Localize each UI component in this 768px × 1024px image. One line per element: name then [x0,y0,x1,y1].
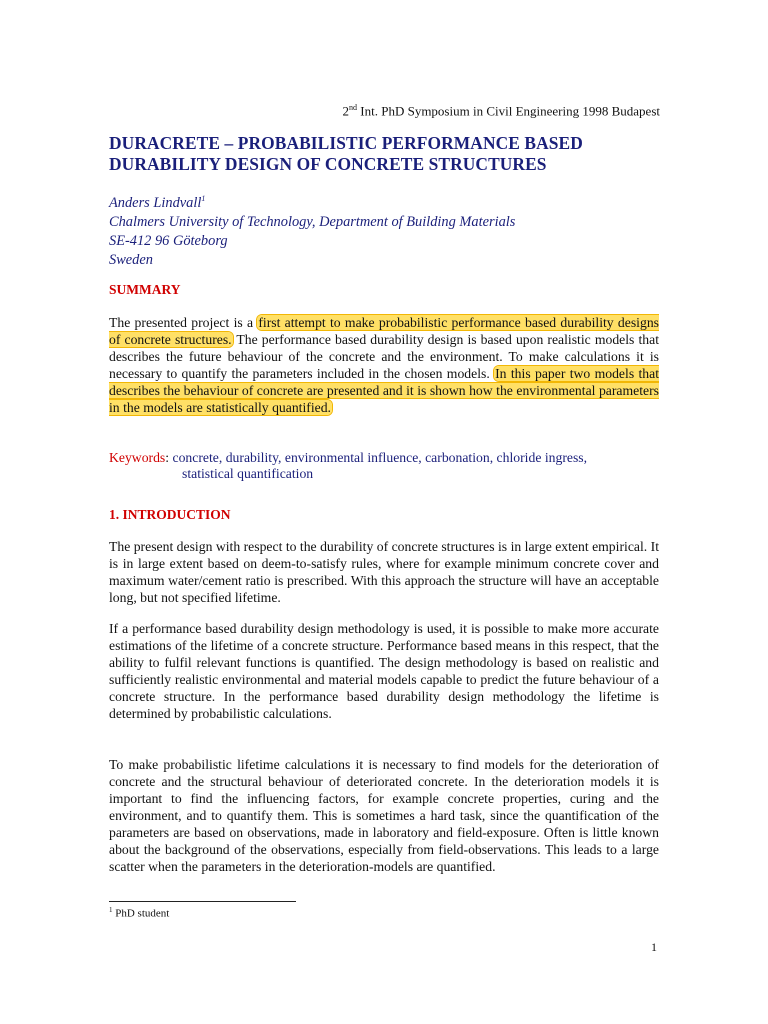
header-ordinal: 2 [342,103,350,119]
intro-paragraph-1: The present design with respect to the durability of concrete structures is in large extent empirical. It is in large extent based on deem-to-satisfy rules, where for example minimum concrete cover and maximum water/cement ratio is prescribed. With this approach the structure will have an acceptable long, but not specified lifetime. [109,539,659,605]
footnote-text: PhD student [112,907,170,920]
summary-paragraph [109,314,659,416]
intro-paragraph-3: To make probabilistic lifetime calculations it is necessary to find models for the deterioration of concrete and the structural behaviour of deteriorated concrete. In the deterioration models it is important to find the influencing factors, for example concrete properties, curing and the environment, and to quantify them. This is sometimes a hard task, since the quantification of the parameters are based on observations, made in laboratory and field-exposure. Often is little known about the background of the observations, especially from field-observations. This leads to a large scatter when the parameters in the deterioration-models are quantified. [109,757,659,874]
header-ordinal-suffix: nd [349,103,358,112]
summary-highlight-2: In this paper two models that describes the behaviour of concrete are presented and it is shown how the environmental parameters in the models are statistically quantified. [109,366,660,415]
footnote-mark: 1 [109,906,113,914]
footnote [109,906,169,920]
keywords-text-1: concrete, durability, environmental influence, carbonation, chloride ingress, [169,450,588,465]
footnote-divider [109,901,296,902]
author-address: SE-412 96 Göteborg [109,232,228,249]
keywords-line [109,449,659,466]
keywords-text-2: statistical quantification [182,466,314,481]
paper-title: DURACRETE – PROBABILISTIC PERFORMANCE BASED DURABILITY DESIGN OF CONCRETE STRUCTURES [109,133,583,174]
author-country: Sweden [109,251,153,268]
summary-text-1: The presented project is a [109,315,258,330]
header-text: Int. PhD Symposium in Civil Engineering 1998 Budapest [360,103,660,119]
running-header [343,103,660,119]
keywords-colon: : [165,450,170,465]
keywords-label: Keywords [109,450,166,465]
author-name: Anders Lindvall [109,194,202,211]
page-number: 1 [651,940,657,954]
author-footnote-mark: 1 [201,194,206,203]
summary-highlight-1: first attempt to make probabilistic performance based durability designs of concrete structures. [109,315,659,347]
introduction-heading: 1. INTRODUCTION [109,507,231,522]
intro-paragraph-2: If a performance based durability design methodology is used, it is possible to make more accurate estimations of the lifetime of a concrete structure. Performance based means in this respect, that the ability to fulfil relevant functions is quantified. The design methodology is based on realistic and sufficiently realistic environmental and material models capable to predict the future behaviour of a concrete structure. In the performance based durability design methodology the lifetime is determined by probabilistic calculations. [109,621,659,721]
author-block [109,189,515,270]
summary-text-2: The performance based durability design is based upon realistic models that describes the future behaviour of the concrete and the environment. To make calculations it is necessary to quantify the parameters included in the chosen models. [109,332,659,381]
summary-heading: SUMMARY [109,282,181,297]
author-affiliation: Chalmers University of Technology, Department of Building Materials [109,213,516,230]
